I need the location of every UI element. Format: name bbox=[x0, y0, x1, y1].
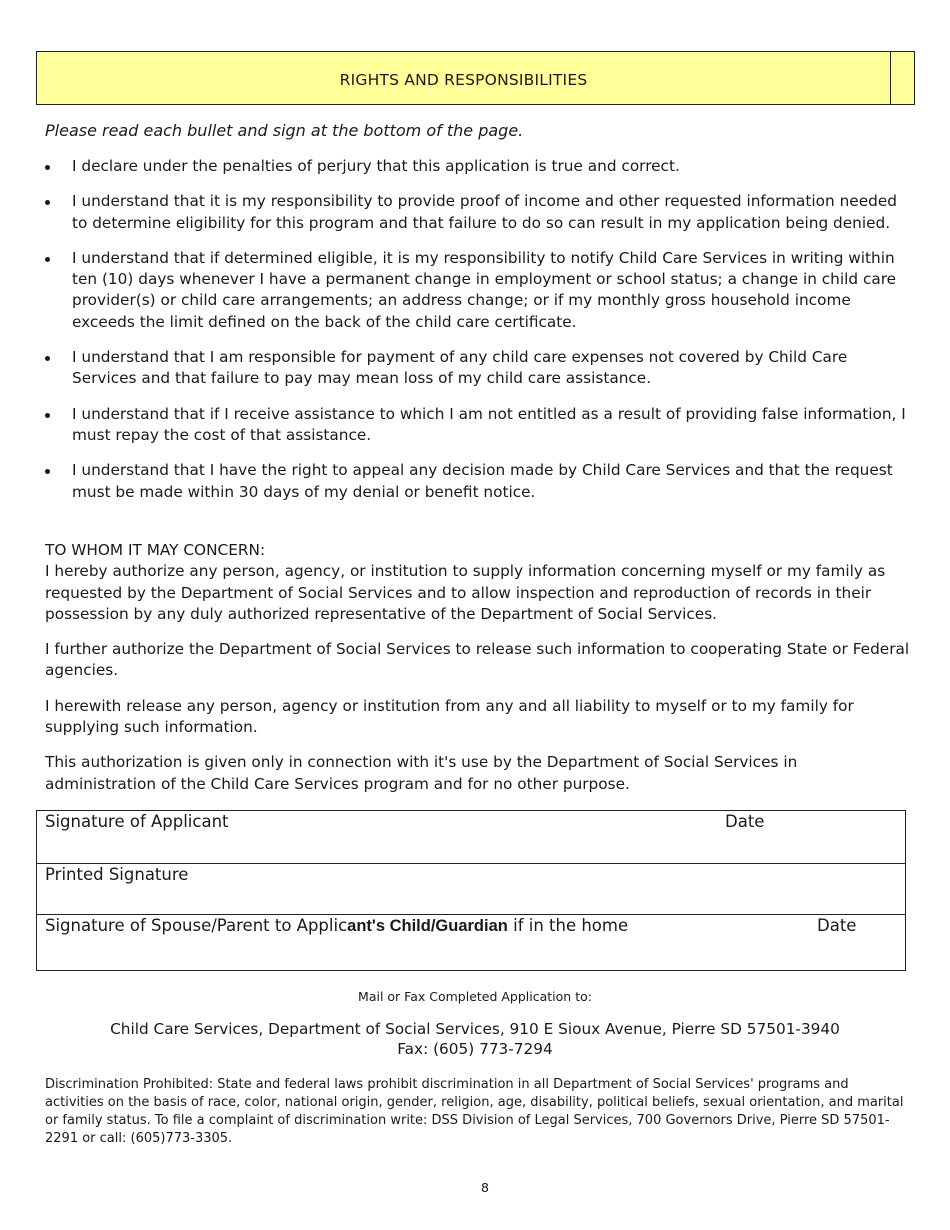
list-item bbox=[45, 347, 907, 390]
applicant-signature-label: Signature of Applicant bbox=[45, 812, 229, 831]
bullet-icon bbox=[45, 469, 50, 474]
bullet-icon bbox=[45, 413, 50, 418]
spouse-date-label: Date bbox=[817, 916, 857, 935]
fax-number: Fax: (605) 773-7294 bbox=[397, 1040, 553, 1058]
mailing-address-block bbox=[0, 1019, 950, 1059]
mailing-heading: Mail or Fax Completed Application to: bbox=[358, 989, 592, 1004]
printed-signature-label: Printed Signature bbox=[45, 865, 189, 884]
bullet-text: I understand that if I receive assistance to which I am not entitled as a result of providing false information, I must repay the cost of that assistance. bbox=[72, 404, 906, 444]
bullet-text: I declare under the penalties of perjury that this application is true and correct. bbox=[72, 157, 680, 175]
applicant-date-label: Date bbox=[725, 812, 765, 831]
list-item bbox=[45, 191, 907, 234]
bullet-icon bbox=[45, 257, 50, 262]
section-title: RIGHTS AND RESPONSIBILITIES bbox=[339, 71, 588, 89]
spouse-signature-label: Signature of Spouse/Parent to Applicant's Child/Guardian if in the home bbox=[45, 916, 629, 935]
authorization-section bbox=[45, 540, 913, 809]
bullet-icon bbox=[45, 356, 50, 361]
authorization-paragraph: I herewith release any person, agency or institution from any and all liability to myself or to my family for supplying such information. bbox=[45, 696, 854, 737]
list-item bbox=[45, 248, 907, 333]
applicant-signature-field[interactable] bbox=[37, 811, 905, 864]
discrimination-notice: Discrimination Prohibited: State and federal laws prohibit discrimination in all Department of Social Services' programs and activities on the basis of race, color, national origin, gender, religion, age, disability, political beliefs, sexual orientation, and marital or family status. To file a complaint of discrimination write: DSS Division of Legal Services, 700 Governors Drive, Pierre SD 57501-2291 or call: (605)773-3305. bbox=[45, 1077, 904, 1146]
spouse-signature-field[interactable] bbox=[37, 915, 905, 970]
page-number: 8 bbox=[481, 1180, 489, 1195]
bullet-icon bbox=[45, 200, 50, 205]
section-header bbox=[36, 51, 915, 105]
authorization-paragraph: This authorization is given only in connection with it's use by the Department of Social Services in administration of the Child Care Services program and for no other purpose. bbox=[45, 753, 798, 793]
list-item bbox=[45, 460, 907, 503]
signature-table bbox=[36, 810, 906, 971]
authorization-heading: TO WHOM IT MAY CONCERN: bbox=[45, 541, 266, 559]
list-item bbox=[45, 156, 907, 177]
bullet-text: I understand that I have the right to appeal any decision made by Child Care Services and that the request must be made within 30 days of my denial or benefit notice. bbox=[72, 461, 893, 501]
mailing-address: Child Care Services, Department of Social Services, 910 E Sioux Avenue, Pierre SD 57501-3940 bbox=[110, 1020, 840, 1038]
authorization-paragraph: I further authorize the Department of Social Services to release such information to cooperating State or Federal agencies. bbox=[45, 640, 910, 680]
printed-signature-field[interactable] bbox=[37, 864, 905, 915]
instruction-text: Please read each bullet and sign at the bottom of the page. bbox=[45, 121, 524, 140]
bullet-icon bbox=[45, 165, 50, 170]
header-divider bbox=[890, 52, 891, 104]
bullet-text: I understand that I am responsible for payment of any child care expenses not covered by Child Care Services and that failure to pay may mean loss of my child care assistance. bbox=[72, 348, 848, 388]
list-item bbox=[45, 404, 907, 447]
bullet-text: I understand that it is my responsibility to provide proof of income and other requested information needed to determine eligibility for this program and that failure to do so can result in my application being denied. bbox=[72, 192, 897, 232]
authorization-paragraph: I hereby authorize any person, agency, or institution to supply information concerning myself or my family as requested by the Department of Social Services and to allow inspection and reproduction of records in their possession by any duly authorized representative of the Department of Social Services. bbox=[45, 562, 886, 623]
responsibilities-list bbox=[45, 156, 907, 517]
bullet-text: I understand that if determined eligible, it is my responsibility to notify Child Care Services in writing within ten (10) days whenever I have a permanent change in employment or school status; a change in child care provider(s) or child care arrangements; an address change; or if my monthly gross household income exceeds the limit defined on the back of the child care certificate. bbox=[72, 248, 897, 331]
